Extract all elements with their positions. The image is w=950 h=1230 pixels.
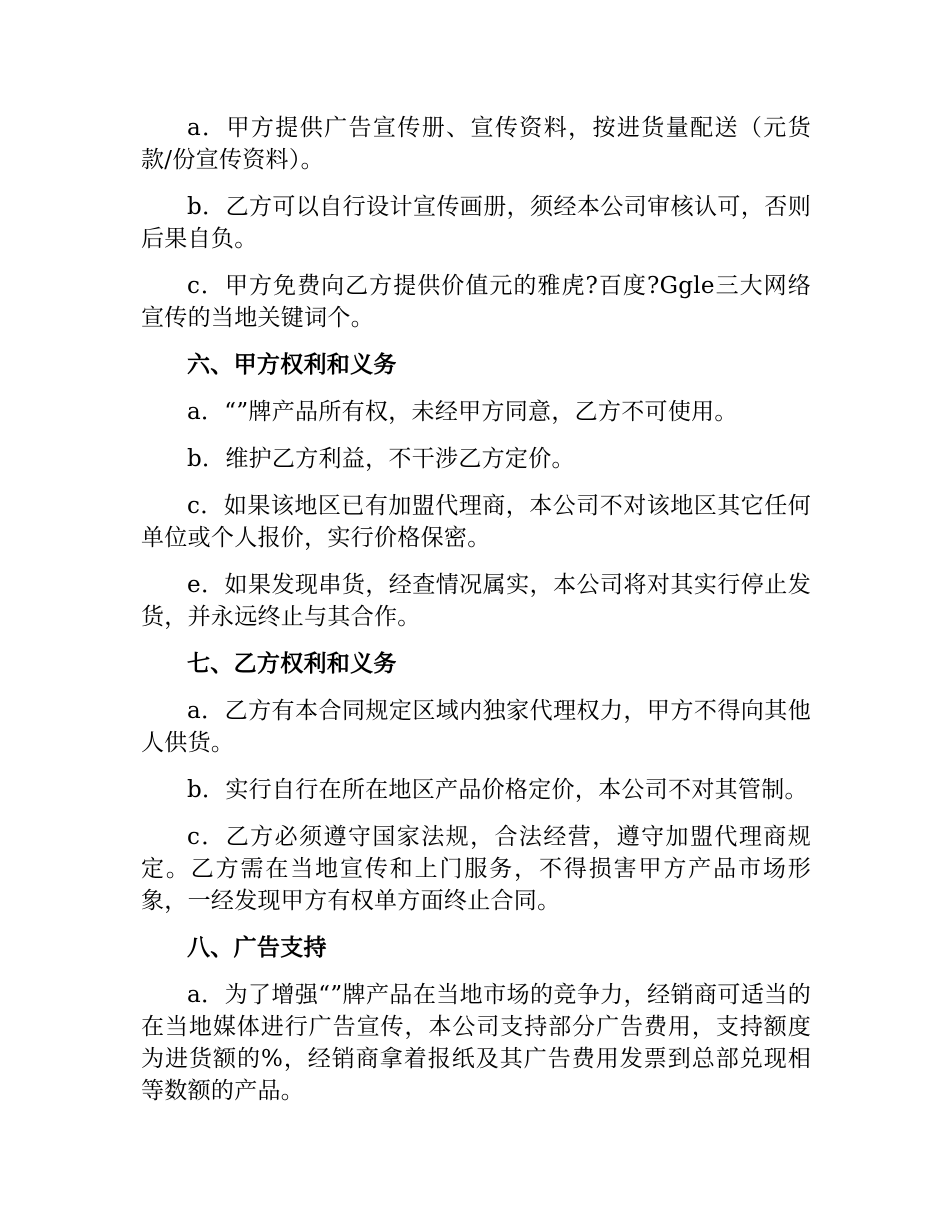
paragraph-promo-materials: a．甲方提供广告宣传册、宣传资料，按进货量配送（元货款/份宣传资料）。 bbox=[141, 115, 811, 173]
document-body bbox=[141, 112, 811, 1122]
paragraph-brand-ownership: a．“”牌产品所有权，未经甲方同意，乙方不可使用。 bbox=[187, 399, 738, 425]
paragraph-pricing-interest: b．维护乙方利益，不干涉乙方定价。 bbox=[187, 446, 575, 472]
paragraph-brochure-design: b．乙方可以自行设计宣传画册，须经本公司审核认可，否则后果自负。 bbox=[141, 194, 811, 252]
section-heading-party-b: 七、乙方权利和义务 bbox=[187, 650, 397, 677]
paragraph-local-pricing: b．实行自行在所在地区产品价格定价，本公司不对其管制。 bbox=[187, 777, 808, 803]
paragraph-ad-subsidy: a．为了增强“”牌产品在当地市场的竞争力，经销商可适当的在当地媒体进行广告宣传，本公司支持部分广告费用，支持额度为进货额的%，经销商拿着报纸及其广告费用发票到总部兑现相等数额的产品。 bbox=[141, 982, 811, 1104]
paragraph-cross-selling: e．如果发现串货，经查情况属实，本公司将对其实行停止发货，并永远终止与其合作。 bbox=[141, 572, 811, 630]
section-heading-ad-support: 八、广告支持 bbox=[187, 934, 327, 961]
paragraph-price-confidentiality: c．如果该地区已有加盟代理商，本公司不对该地区其它任何单位或个人报价，实行价格保密。 bbox=[141, 493, 811, 551]
paragraph-compliance: c．乙方必须遵守国家法规，合法经营，遵守加盟代理商规定。乙方需在当地宣传和上门服务，不得损害甲方产品市场形象，一经发现甲方有权单方面终止合同。 bbox=[141, 824, 811, 914]
section-heading-party-a: 六、甲方权利和义务 bbox=[187, 351, 397, 378]
paragraph-online-keywords: c．甲方免费向乙方提供价值元的雅虎?百度?Ggle三大网络宣传的当地关键词个。 bbox=[141, 273, 811, 331]
paragraph-exclusive-agency: a．乙方有本合同规定区域内独家代理权力，甲方不得向其他人供货。 bbox=[141, 698, 811, 756]
